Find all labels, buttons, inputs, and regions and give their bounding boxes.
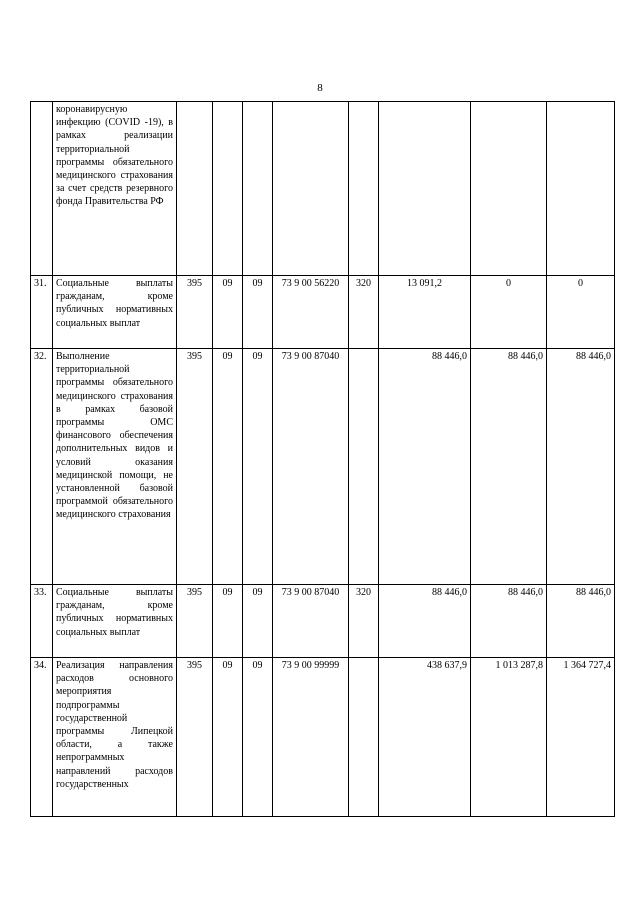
expense-name: коронавирусную инфекцию (COVID -19), в рамках реализации территориальной программы обязательного медицинского страхования за счет средств резервного фонда Правительства РФ	[53, 102, 177, 276]
target-article-code: 73 9 00 56220	[273, 276, 349, 349]
section-code	[213, 102, 243, 276]
target-article-code	[273, 102, 349, 276]
row-number: 32.	[31, 349, 53, 585]
amount-year-3: 0	[547, 276, 615, 349]
section-code: 09	[213, 276, 243, 349]
page-number: 8	[317, 82, 323, 94]
section-code: 09	[213, 658, 243, 817]
subsection-code: 09	[243, 276, 273, 349]
subsection-code: 09	[243, 585, 273, 658]
amount-year-1: 13 091,2	[379, 276, 471, 349]
expense-name: Реализация направления расходов основного мероприятия подпрограммы государственной программы Липецкой области, а также непрограммных направлений расходов государственных	[53, 658, 177, 817]
amount-year-2: 0	[471, 276, 547, 349]
admin-code: 395	[177, 658, 213, 817]
table-row	[31, 658, 615, 817]
amount-year-1: 88 446,0	[379, 349, 471, 585]
target-article-code: 73 9 00 87040	[273, 349, 349, 585]
admin-code: 395	[177, 585, 213, 658]
target-article-code: 73 9 00 99999	[273, 658, 349, 817]
amount-year-3: 88 446,0	[547, 585, 615, 658]
expense-name: Социальные выплаты гражданам, кроме публичных нормативных социальных выплат	[53, 276, 177, 349]
admin-code	[177, 102, 213, 276]
expense-type-code: 320	[349, 276, 379, 349]
table-row	[31, 276, 615, 349]
expense-type-code	[349, 658, 379, 817]
admin-code: 395	[177, 349, 213, 585]
amount-year-1: 88 446,0	[379, 585, 471, 658]
table-row	[31, 349, 615, 585]
section-code: 09	[213, 585, 243, 658]
table-row	[31, 102, 615, 276]
amount-year-1: 438 637,9	[379, 658, 471, 817]
admin-code: 395	[177, 276, 213, 349]
section-code: 09	[213, 349, 243, 585]
expense-type-code	[349, 349, 379, 585]
amount-year-3: 1 364 727,4	[547, 658, 615, 817]
amount-year-2: 88 446,0	[471, 585, 547, 658]
amount-year-1	[379, 102, 471, 276]
table-row	[31, 585, 615, 658]
row-number	[31, 102, 53, 276]
row-number: 33.	[31, 585, 53, 658]
amount-year-2: 1 013 287,8	[471, 658, 547, 817]
amount-year-2: 88 446,0	[471, 349, 547, 585]
expense-type-code	[349, 102, 379, 276]
budget-table	[30, 101, 615, 817]
target-article-code: 73 9 00 87040	[273, 585, 349, 658]
expense-type-code: 320	[349, 585, 379, 658]
amount-year-3: 88 446,0	[547, 349, 615, 585]
subsection-code: 09	[243, 349, 273, 585]
row-number: 31.	[31, 276, 53, 349]
subsection-code: 09	[243, 658, 273, 817]
amount-year-2	[471, 102, 547, 276]
expense-name: Выполнение территориальной программы обязательного медицинского страхования в рамках базовой программы ОМС финансового обеспечения дополнительных видов и условий оказания медицинской помощи, не установленной базовой программой обязательного медицинского страхования	[53, 349, 177, 585]
expense-name: Социальные выплаты гражданам, кроме публичных нормативных социальных выплат	[53, 585, 177, 658]
subsection-code	[243, 102, 273, 276]
row-number: 34.	[31, 658, 53, 817]
amount-year-3	[547, 102, 615, 276]
